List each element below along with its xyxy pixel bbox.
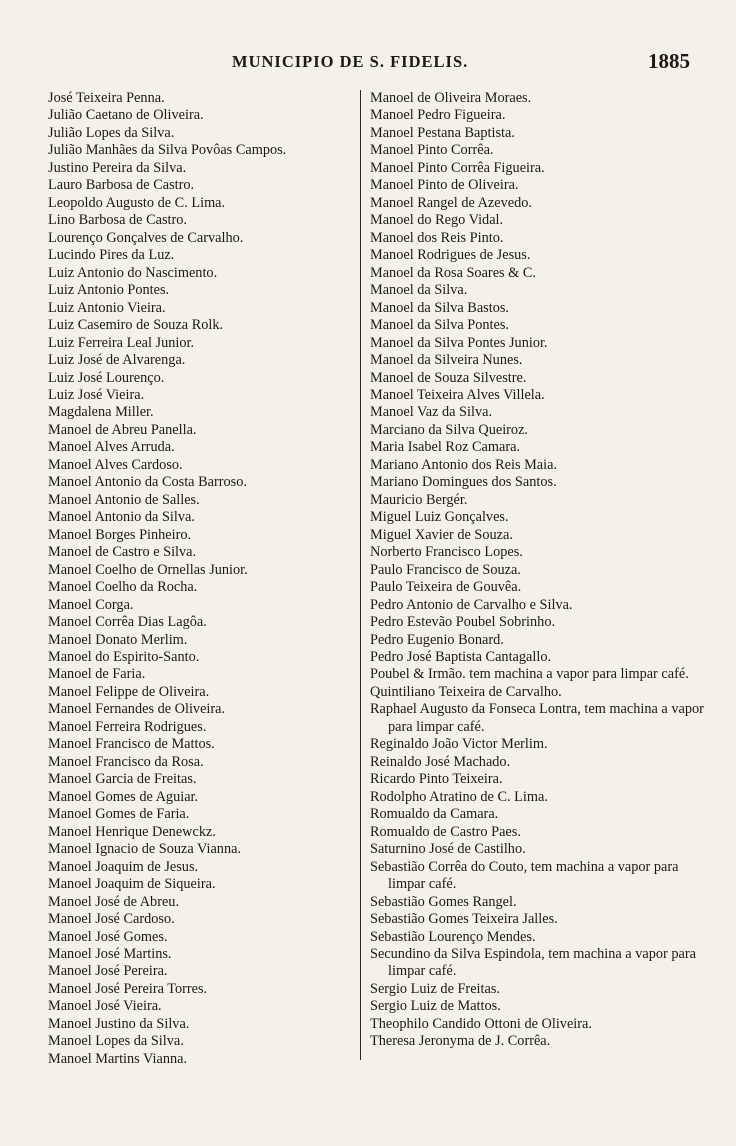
directory-entry: Sergio Luiz de Freitas. (370, 980, 500, 997)
directory-entry: Manoel José Vieira. (48, 998, 162, 1015)
directory-entry: Marciano da Silva Queiroz. (370, 421, 529, 438)
directory-entry: Theophilo Candido Ottoni de Oliveira. (370, 1015, 592, 1032)
directory-entry: Quintiliano Teixeira de Carvalho. (370, 683, 562, 700)
directory-entry: Lino Barbosa de Castro. (48, 212, 187, 229)
directory-entry: Lucindo Pires da Luz. (48, 247, 175, 264)
directory-entry: Manoel da Silva Pontes Junior. (370, 334, 548, 351)
directory-entry: Manoel da Silveira Nunes. (370, 352, 523, 369)
directory-entry: Manoel José Cardoso. (48, 911, 175, 928)
directory-entry: Manoel Pinto Corrêa. (370, 142, 494, 159)
directory-entry: Manoel do Espirito-Santo. (48, 649, 200, 665)
directory-entry: Romualdo de Castro Paes. (370, 823, 521, 840)
directory-entry: Manoel Rangel de Azevedo. (370, 194, 532, 211)
directory-entry: Manoel Pedro Figueira. (370, 107, 506, 124)
directory-entry: Luiz Ferreira Leal Junior. (48, 334, 195, 351)
directory-entry: Sebastião Corrêa do Couto, tem machina a vapor para limpar café. (370, 858, 679, 893)
directory-entry: Manoel Gomes de Aguiar. (48, 788, 199, 805)
directory-entry: Manoel da Silva. (370, 282, 468, 299)
directory-entry: Manoel Felippe de Oliveira. (48, 683, 210, 700)
directory-entry: Luiz Antonio Pontes. (48, 282, 170, 299)
directory-entry: Manoel da Rosa Soares & C. (370, 264, 536, 281)
directory-entry: Manoel Corrêa Dias Lagôa. (48, 614, 207, 631)
directory-entry: Magdalena Miller. (48, 404, 154, 421)
directory-entry: Manoel José Martins. (48, 945, 172, 962)
directory-entry: Manoel Antonio da Costa Barroso. (48, 474, 247, 491)
directory-entry: Manoel José Pereira. (48, 963, 168, 980)
directory-entry: Romualdo da Camara. (370, 806, 499, 823)
directory-entry: Manoel Coelho da Rocha. (48, 579, 198, 596)
directory-entry: Lauro Barbosa de Castro. (48, 177, 195, 194)
directory-entry: Mauricio Bergér. (370, 491, 468, 508)
directory-entry: Raphael Augusto da Fonseca Lontra, tem machina a vapor para limpar café. (370, 701, 704, 735)
directory-entry: Sebastião Gomes Teixeira Jalles. (370, 911, 558, 928)
directory-entry: Luiz José Vieira. (48, 386, 145, 403)
directory-entry: Manoel de Abreu Panella. (48, 421, 197, 438)
directory-entry: Secundino da Silva Espindola, tem machina a vapor para limpar café. (370, 945, 696, 980)
directory-entry: Manoel Pinto Corrêa Figueira. (370, 159, 545, 176)
directory-entry: Manoel Antonio de Salles. (48, 491, 200, 508)
directory-entry: Manoel Joaquim de Siqueira. (48, 876, 216, 893)
directory-entry: Reinaldo José Machado. (370, 753, 511, 770)
directory-entry: Manoel Rodrigues de Jesus. (370, 247, 531, 264)
directory-entry: Rodolpho Atratino de C. Lima. (370, 788, 548, 805)
directory-entry: Pedro José Baptista Cantagallo. (370, 649, 552, 665)
directory-entry: Manoel de Castro e Silva. (48, 544, 197, 561)
directory-entry: Manoel José de Abreu. (48, 893, 180, 910)
directory-entry: Manoel Francisco da Rosa. (48, 753, 204, 770)
directory-entry: Miguel Xavier de Souza. (370, 526, 513, 543)
directory-entry: Manoel Ferreira Rodrigues. (48, 718, 207, 735)
directory-entry: Manoel Garcia de Freitas. (48, 771, 197, 788)
directory-entry: Julião Manhães da Silva Povôas Campos. (48, 142, 287, 159)
directory-entry: Ricardo Pinto Teixeira. (370, 771, 503, 788)
directory-entry: Manoel de Souza Silvestre. (370, 369, 527, 386)
directory-entry: Pedro Estevão Poubel Sobrinho. (370, 614, 556, 631)
directory-entry: Pedro Eugenio Bonard. (370, 631, 504, 648)
directory-entry: Manoel Antonio da Silva. (48, 509, 195, 526)
directory-entry: Luiz Casemiro de Souza Rolk. (48, 317, 224, 334)
directory-entry: Manoel Coelho de Ornellas Junior. (48, 561, 248, 578)
directory-entry: Luiz Antonio Vieira. (48, 299, 166, 316)
directory-entry: Lourenço Gonçalves de Carvalho. (48, 229, 244, 246)
directory-entry: Poubel & Irmão. tem machina a vapor para limpar café. (370, 666, 689, 683)
directory-entry: Pedro Antonio de Carvalho e Silva. (370, 596, 573, 613)
directory-entry: Manoel de Oliveira Moraes. (370, 90, 532, 106)
directory-entry: Paulo Francisco de Souza. (370, 561, 521, 578)
directory-entry: Manoel dos Reis Pinto. (370, 229, 504, 246)
directory-entry: Maria Isabel Roz Camara. (370, 439, 521, 456)
directory-entry: Sergio Luiz de Mattos. (370, 998, 501, 1015)
directory-entry: Manoel Martins Vianna. (48, 1050, 188, 1067)
directory-entry: Reginaldo João Victor Merlim. (370, 736, 548, 753)
directory-entry: Luiz José Lourenço. (48, 369, 165, 386)
directory-entry: Manoel Henrique Denewckz. (48, 823, 216, 840)
directory-entry: Sebastião Lourenço Mendes. (370, 928, 536, 945)
directory-entry: Luiz Antonio do Nascimento. (48, 264, 218, 281)
directory-entry: Manoel Gomes de Faria. (48, 806, 190, 823)
directory-entry: Manoel Justino da Silva. (48, 1015, 190, 1032)
directory-entry: Manoel Vaz da Silva. (370, 404, 493, 421)
directory-entry: Julião Lopes da Silva. (48, 124, 175, 141)
directory-entry: Manoel José Pereira Torres. (48, 980, 208, 997)
directory-entry: Paulo Teixeira de Gouvêa. (370, 579, 522, 596)
directory-entry: Theresa Jeronyma de J. Corrêa. (370, 1033, 551, 1050)
directory-entry: Manoel Pestana Baptista. (370, 124, 515, 141)
directory-entry: Julião Caetano de Oliveira. (48, 107, 204, 124)
page-title: MUNICIPIO DE S. FIDELIS. (232, 52, 469, 71)
directory-entry: Mariano Domingues dos Santos. (370, 474, 557, 491)
right-column (370, 90, 710, 1051)
directory-entry: Manoel Alves Cardoso. (48, 456, 183, 473)
directory-entry: Manoel Ignacio de Souza Vianna. (48, 841, 242, 858)
directory-entry: Justino Pereira da Silva. (48, 159, 187, 176)
directory-entry: José Teixeira Penna. (48, 90, 165, 106)
left-column (48, 90, 354, 1068)
directory-entry: Manoel da Silva Pontes. (370, 317, 509, 334)
directory-entry: Miguel Luiz Gonçalves. (370, 509, 509, 526)
directory-entry: Saturnino José de Castilho. (370, 841, 526, 858)
directory-entry: Leopoldo Augusto de C. Lima. (48, 194, 226, 211)
page-year: 1885 (648, 49, 690, 73)
directory-entry: Luiz José de Alvarenga. (48, 352, 186, 369)
directory-entry: Manoel da Silva Bastos. (370, 299, 509, 316)
directory-entry: Manoel Donato Merlim. (48, 631, 188, 648)
directory-entry: Manoel Borges Pinheiro. (48, 526, 192, 543)
directory-entry: Manoel José Gomes. (48, 928, 168, 945)
directory-entry: Manoel Alves Arruda. (48, 439, 175, 456)
directory-entry: Manoel Lopes da Silva. (48, 1033, 184, 1050)
directory-entry: Manoel Pinto de Oliveira. (370, 177, 519, 194)
directory-entry: Manoel Teixeira Alves Villela. (370, 386, 545, 403)
directory-entry: Norberto Francisco Lopes. (370, 544, 523, 561)
directory-entry: Manoel do Rego Vidal. (370, 212, 504, 229)
column-divider (360, 90, 361, 1060)
directory-entry: Manoel Francisco de Mattos. (48, 736, 215, 753)
page-header (0, 49, 736, 82)
directory-entry: Manoel Joaquim de Jesus. (48, 858, 199, 875)
directory-entry: Sebastião Gomes Rangel. (370, 893, 517, 910)
directory-entry: Manoel Corga. (48, 596, 134, 613)
directory-entry: Manoel Fernandes de Oliveira. (48, 701, 226, 718)
directory-entry: Manoel de Faria. (48, 666, 146, 683)
directory-entry: Mariano Antonio dos Reis Maia. (370, 456, 558, 473)
